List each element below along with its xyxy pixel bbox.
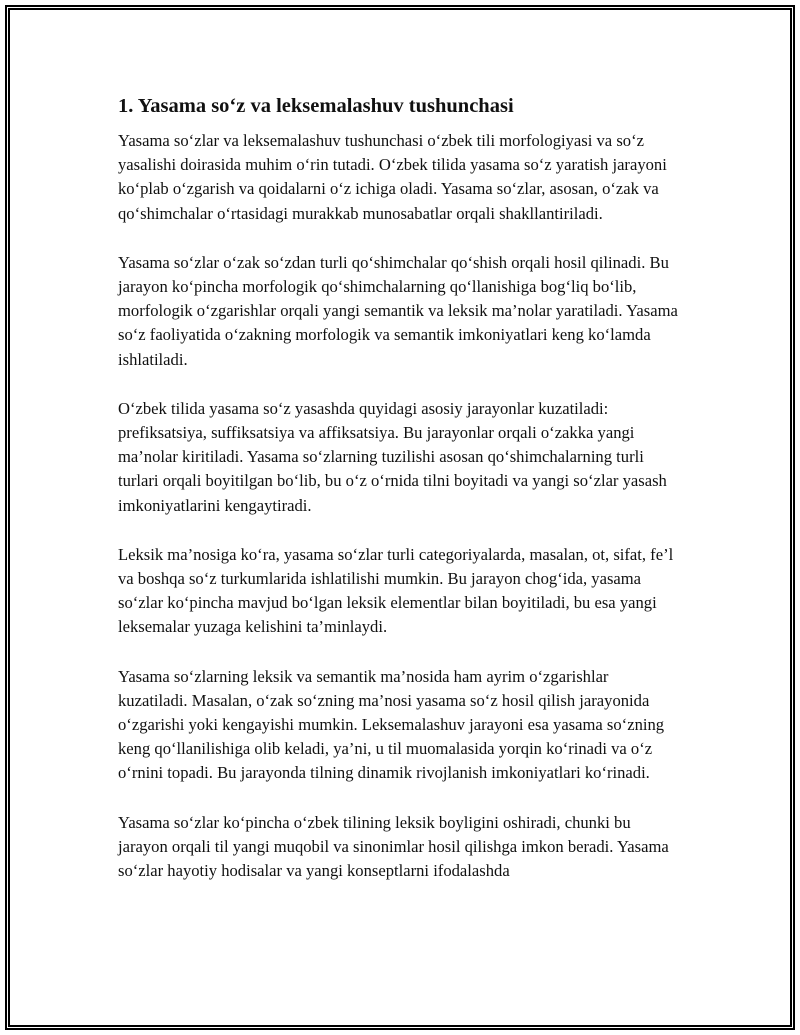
paragraph-5: Yasama so‘zlarning leksik va semantik ma’nosida ham ayrim o‘zgarishlar kuzatiladi. Masalan, o‘zak so‘zning ma’nosi yasama so‘z hosil qilish jarayonida o‘zgarishi yoki kengayishi mumkin. Leksemalashuv jarayoni esa yasama so‘zning keng qo‘llanilishiga olib keladi, ya’ni, u til muomalasida yorqin ko‘rinadi va o‘z o‘rnini topadi. Bu jarayonda tilning dinamik rivojlanish imkoniyatlari ko‘rinadi.: [118, 666, 665, 783]
section-heading: 1. Yasama so‘z va leksemalashuv tushunchasi: [118, 95, 514, 117]
paragraph-3: O‘zbek tilida yasama so‘z yasashda quyidagi asosiy jarayonlar kuzatiladi: prefiksatsiya, suffiksatsiya va affiksatsiya. Bu jarayonlar orqali o‘zakka yangi ma’nolar kiritiladi. Yasama so‘zlarning tuzilishi asosan qo‘shimchalarning turli turlari orqali boyitilgan bo‘lib, bu o‘z o‘rnida tilni boyitadi va yangi so‘zlar yasash imkoniyatlarini kengaytiradi.: [118, 398, 667, 515]
paragraph-2: Yasama so‘zlar o‘zak so‘zdan turli qo‘shimchalar qo‘shish orqali hosil qilinadi. Bu jarayon ko‘pincha morfologik qo‘shimchalarning qo‘llanishiga bog‘liq bo‘lib, morfologik o‘zgarishlar orqali yangi semantik va leksik ma’nolar yaratiladi. Yasama so‘z faoliyatida o‘zakning morfologik va semantik imkoniyatlari keng ko‘lamda ishlatiladi.: [118, 252, 678, 369]
paragraph-4: Leksik ma’nosiga ko‘ra, yasama so‘zlar turli categoriyalarda, masalan, ot, sifat, fe’l va boshqa so‘z turkumlarida ishlatilishi mumkin. Bu jarayon chog‘ida, yasama so‘zlar ko‘pincha mavjud bo‘lgan leksik elementlar bilan boyitiladi, bu esa yangi leksemalar yuzaga kelishini ta’minlaydi.: [118, 544, 674, 637]
document-body: [118, 92, 678, 908]
paragraph-6: Yasama so‘zlar ko‘pincha o‘zbek tilining leksik boyligini oshiradi, chunki bu jarayon orqali til yangi muqobil va sinonimlar hosil qilishga imkon beradi. Yasama so‘zlar hayotiy hodisalar va yangi konseptlarni ifodalashda: [118, 812, 669, 881]
paragraph-1: Yasama so‘zlar va leksemalashuv tushunchasi o‘zbek tili morfologiyasi va so‘z yasalishi doirasida muhim o‘rin tutadi. O‘zbek tilida yasama so‘z yaratish jarayoni ko‘plab o‘zgarish va qoidalarni o‘z ichiga oladi. Yasama so‘zlar, asosan, o‘zak va qo‘shimchalar o‘rtasidagi murakkab munosabatlar orqali shakllantiriladi.: [118, 131, 667, 223]
